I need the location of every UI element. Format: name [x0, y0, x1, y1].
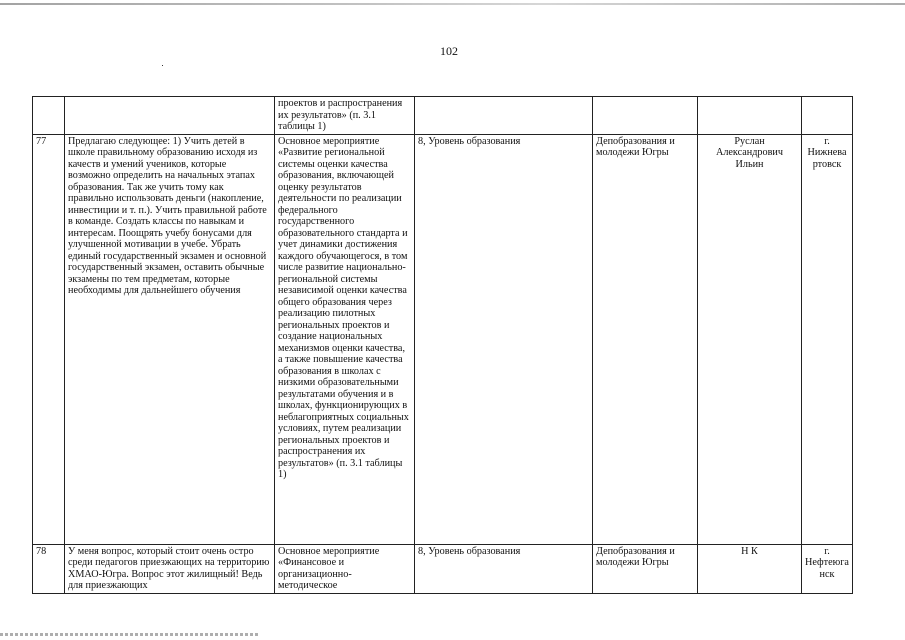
cell-direction: 8, Уровень образования [415, 134, 593, 544]
cell-measure: Основное мероприятие «Финансовое и организационно-методическое [275, 544, 415, 593]
cell-direction: 8, Уровень образования [415, 544, 593, 593]
table-row [33, 97, 853, 135]
cell-author: Руслан Александрович Ильин [698, 134, 802, 544]
scan-speck [162, 65, 163, 66]
cell-num: 77 [33, 134, 65, 544]
table-row [33, 544, 853, 593]
cell-executor [593, 97, 698, 135]
cell-executor: Депобразования и молодежи Югры [593, 134, 698, 544]
cell-city: г. Нижневартовск [802, 134, 853, 544]
cell-measure: проектов и распространения их результатов» (п. 3.1 таблицы 1) [275, 97, 415, 135]
scan-edge-top [0, 3, 905, 5]
table-row [33, 134, 853, 544]
cell-proposal: Предлагаю следующее: 1) Учить детей в школе правильному образованию исходя из качеств и умений учеников, которые возможно определить на начальных этапах образования. Так же учить тому как правильно использовать деньги (накопление, инвестиции и т. п.). Учить правильной работе в команде. Создать классы по навыкам и интересам. Поощрять учебу бонусами для улучшенной мотивации в учебе. Убрать единый государственный экзамен и основной государственный экзамен, оставить обычные экзамены по тем предметам, которые необходимы для дальнейшего обучения [65, 134, 275, 544]
page-number: 102 [440, 44, 458, 58]
cell-proposal [65, 97, 275, 135]
cell-author [698, 97, 802, 135]
cell-city: г. Нефтеюганск [802, 544, 853, 593]
cell-num: 78 [33, 544, 65, 593]
cell-city [802, 97, 853, 135]
cell-direction [415, 97, 593, 135]
scan-edge-bottom [0, 633, 260, 636]
cell-measure: Основное мероприятие «Развитие региональной системы оценки качества образования, включающей оценку результатов деятельности по реализации федерального государственного образовательного стандарта и учет динамики достижения каждого обучающегося, в том числе развитие национально-региональной системы независимой оценки качества общего образования через реализацию пилотных региональных проектов и создание национальных механизмов оценки качества, а также повышение качества образования в школах с низкими образовательными результатами обучения и в школах, функционирующих в неблагоприятных социальных условиях, путем реализации региональных проектов и распространения их результатов» (п. 3.1 таблицы 1) [275, 134, 415, 544]
proposals-table [32, 96, 853, 594]
cell-executor: Депобразования и молодежи Югры [593, 544, 698, 593]
cell-num [33, 97, 65, 135]
cell-proposal: У меня вопрос, который стоит очень остро среди педагогов приезжающих на территорию ХМАО-Югра. Вопрос этот жилищный! Ведь для приезжающих [65, 544, 275, 593]
cell-author: Н К [698, 544, 802, 593]
